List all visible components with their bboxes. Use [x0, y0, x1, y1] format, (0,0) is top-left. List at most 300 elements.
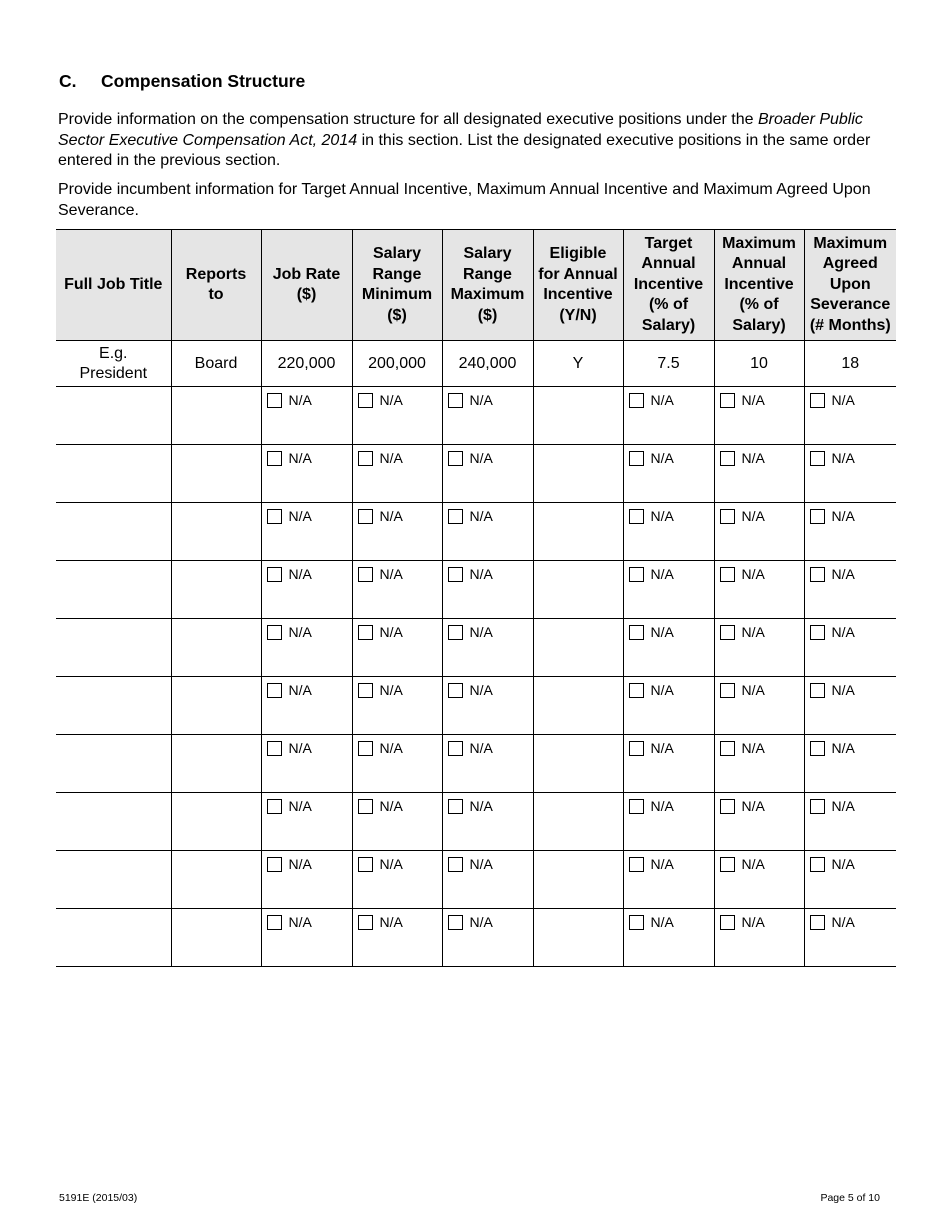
na-option[interactable]: [715, 387, 804, 408]
entry-cell[interactable]: [533, 503, 623, 561]
na-checkbox[interactable]: [358, 915, 373, 930]
na-checkbox[interactable]: [810, 683, 825, 698]
example-cell: 18: [804, 341, 896, 387]
na-cell: [804, 793, 896, 851]
header-line: Maximum: [813, 234, 888, 252]
entry-cell[interactable]: [56, 561, 171, 619]
na-label: N/A: [831, 740, 855, 756]
na-cell: [623, 619, 714, 677]
na-label: N/A: [831, 566, 855, 582]
na-checkbox[interactable]: [267, 799, 282, 814]
entry-cell[interactable]: [171, 677, 261, 735]
na-label: N/A: [650, 624, 674, 640]
na-cell: [261, 735, 352, 793]
na-label: N/A: [288, 624, 312, 640]
na-option[interactable]: [805, 793, 897, 814]
na-checkbox[interactable]: [358, 567, 373, 582]
na-cell: [261, 503, 352, 561]
entry-cell[interactable]: [533, 851, 623, 909]
na-cell: [714, 503, 804, 561]
na-cell: [623, 793, 714, 851]
na-cell: [261, 677, 352, 735]
na-cell: [352, 851, 442, 909]
na-option[interactable]: [805, 445, 897, 466]
na-checkbox[interactable]: [448, 741, 463, 756]
example-cell: 220,000: [261, 341, 352, 387]
na-checkbox[interactable]: [448, 857, 463, 872]
na-checkbox[interactable]: [267, 741, 282, 756]
na-cell: [352, 561, 442, 619]
na-option[interactable]: [262, 445, 352, 466]
entry-cell[interactable]: [56, 909, 171, 967]
na-option[interactable]: [805, 851, 897, 872]
na-cell: [261, 387, 352, 445]
table-row: [56, 909, 896, 967]
header-line: Range: [463, 265, 512, 283]
na-label: N/A: [650, 798, 674, 814]
na-label: N/A: [379, 624, 403, 640]
na-option[interactable]: [353, 735, 442, 756]
na-checkbox[interactable]: [267, 451, 282, 466]
header-maximum-annual-incentive: [714, 230, 804, 341]
na-option[interactable]: [443, 445, 533, 466]
na-checkbox[interactable]: [267, 683, 282, 698]
na-option[interactable]: [805, 503, 897, 524]
na-option[interactable]: [624, 619, 714, 640]
entry-cell[interactable]: [171, 445, 261, 503]
na-cell: [442, 503, 533, 561]
na-label: N/A: [469, 508, 493, 524]
na-option[interactable]: [443, 851, 533, 872]
na-option[interactable]: [805, 677, 897, 698]
na-label: N/A: [379, 508, 403, 524]
na-label: N/A: [650, 914, 674, 930]
na-checkbox[interactable]: [810, 451, 825, 466]
entry-cell[interactable]: [171, 503, 261, 561]
entry-cell[interactable]: [56, 735, 171, 793]
header-line: Annual: [731, 255, 787, 273]
na-cell: [261, 619, 352, 677]
header-line: Minimum: [361, 286, 433, 303]
na-option[interactable]: [353, 387, 442, 408]
na-checkbox[interactable]: [720, 509, 735, 524]
na-cell: [714, 387, 804, 445]
na-option[interactable]: [262, 735, 352, 756]
na-option[interactable]: [353, 851, 442, 872]
na-cell: [442, 851, 533, 909]
na-option[interactable]: [805, 387, 897, 408]
na-checkbox[interactable]: [810, 509, 825, 524]
example-cell: 10: [714, 341, 804, 387]
header-line: Incentive: [633, 275, 704, 293]
na-label: N/A: [469, 740, 493, 756]
na-checkbox[interactable]: [358, 625, 373, 640]
na-checkbox[interactable]: [448, 393, 463, 408]
na-checkbox[interactable]: [720, 741, 735, 756]
na-option[interactable]: [353, 445, 442, 466]
na-cell: [804, 735, 896, 793]
na-checkbox[interactable]: [720, 451, 735, 466]
na-checkbox[interactable]: [720, 857, 735, 872]
na-label: N/A: [288, 682, 312, 698]
na-checkbox[interactable]: [267, 393, 282, 408]
na-checkbox[interactable]: [810, 741, 825, 756]
na-checkbox[interactable]: [720, 799, 735, 814]
na-label: N/A: [288, 566, 312, 582]
na-cell: [804, 561, 896, 619]
na-option[interactable]: [715, 909, 804, 930]
entry-cell[interactable]: [533, 909, 623, 967]
na-checkbox[interactable]: [629, 857, 644, 872]
header-line: for Annual: [538, 265, 618, 283]
na-label: N/A: [469, 566, 493, 582]
header-line: Severance: [810, 296, 891, 314]
na-checkbox[interactable]: [810, 915, 825, 930]
na-cell: [442, 793, 533, 851]
entry-cell[interactable]: [533, 677, 623, 735]
na-cell: [804, 909, 896, 967]
na-label: N/A: [650, 392, 674, 408]
na-label: N/A: [650, 682, 674, 698]
table-row: [56, 387, 896, 445]
na-option[interactable]: [624, 503, 714, 524]
na-label: N/A: [379, 740, 403, 756]
na-checkbox[interactable]: [267, 857, 282, 872]
table-row: [56, 445, 896, 503]
na-checkbox[interactable]: [810, 625, 825, 640]
na-label: N/A: [469, 798, 493, 814]
header-line: Maximum: [722, 234, 796, 252]
na-checkbox[interactable]: [629, 741, 644, 756]
header-line: ($): [387, 306, 407, 324]
example-cell: E.g. President: [56, 341, 171, 387]
na-checkbox[interactable]: [720, 625, 735, 640]
na-checkbox[interactable]: [267, 915, 282, 930]
na-option[interactable]: [443, 793, 533, 814]
entry-cell[interactable]: [56, 503, 171, 561]
na-option[interactable]: [262, 387, 352, 408]
na-option[interactable]: [262, 561, 352, 582]
na-checkbox[interactable]: [448, 509, 463, 524]
na-label: N/A: [650, 508, 674, 524]
na-checkbox[interactable]: [720, 393, 735, 408]
na-option[interactable]: [443, 561, 533, 582]
na-checkbox[interactable]: [810, 567, 825, 582]
na-option[interactable]: [805, 561, 897, 582]
header-eligible-annual-incentive: [533, 230, 623, 341]
na-label: N/A: [379, 798, 403, 814]
na-cell: [261, 445, 352, 503]
na-cell: [442, 735, 533, 793]
na-option[interactable]: [262, 909, 352, 930]
na-checkbox[interactable]: [358, 683, 373, 698]
table-row: [56, 561, 896, 619]
na-label: N/A: [650, 740, 674, 756]
header-line: Maximum: [450, 286, 525, 303]
na-checkbox[interactable]: [629, 451, 644, 466]
header-line: Incentive: [543, 286, 613, 303]
na-checkbox[interactable]: [629, 683, 644, 698]
na-checkbox[interactable]: [448, 567, 463, 582]
na-option[interactable]: [353, 503, 442, 524]
na-checkbox[interactable]: [629, 393, 644, 408]
na-cell: [352, 503, 442, 561]
entry-cell[interactable]: [171, 735, 261, 793]
na-option[interactable]: [624, 793, 714, 814]
na-cell: [623, 909, 714, 967]
header-line: Eligible: [549, 245, 607, 262]
na-checkbox[interactable]: [358, 857, 373, 872]
na-label: N/A: [469, 392, 493, 408]
entry-cell[interactable]: [171, 851, 261, 909]
table-row: [56, 851, 896, 909]
header-target-annual-incentive: [623, 230, 714, 341]
na-cell: [804, 503, 896, 561]
na-option[interactable]: [715, 619, 804, 640]
na-option[interactable]: [262, 677, 352, 698]
na-option[interactable]: [624, 387, 714, 408]
na-label: N/A: [741, 624, 765, 640]
na-label: N/A: [741, 740, 765, 756]
na-cell: [442, 561, 533, 619]
na-option[interactable]: [262, 503, 352, 524]
na-option[interactable]: [805, 909, 897, 930]
na-option[interactable]: [715, 445, 804, 466]
example-cell: 7.5: [623, 341, 714, 387]
header-line: Job Rate: [272, 265, 341, 283]
na-cell: [442, 677, 533, 735]
entry-cell[interactable]: [56, 445, 171, 503]
na-checkbox[interactable]: [448, 915, 463, 930]
header-reports-to: [171, 230, 261, 341]
na-label: N/A: [469, 624, 493, 640]
header-salary-range-maximum: [442, 230, 533, 341]
na-label: N/A: [741, 392, 765, 408]
na-option[interactable]: [624, 909, 714, 930]
na-cell: [623, 445, 714, 503]
na-option[interactable]: [715, 677, 804, 698]
page-number: Page 5 of 10: [820, 1192, 880, 1204]
entry-cell[interactable]: [56, 387, 171, 445]
entry-cell[interactable]: [171, 793, 261, 851]
na-checkbox[interactable]: [629, 799, 644, 814]
na-cell: [623, 387, 714, 445]
entry-cell[interactable]: [533, 387, 623, 445]
na-checkbox[interactable]: [629, 567, 644, 582]
header-line: (Y/N): [559, 306, 597, 324]
example-row: [56, 341, 896, 387]
header-line: Range: [372, 265, 422, 283]
entry-cell[interactable]: [56, 677, 171, 735]
na-label: N/A: [831, 392, 855, 408]
na-checkbox[interactable]: [810, 799, 825, 814]
na-option[interactable]: [715, 503, 804, 524]
na-checkbox[interactable]: [448, 451, 463, 466]
na-label: N/A: [831, 914, 855, 930]
na-cell: [804, 387, 896, 445]
header-line: (% of: [648, 296, 689, 314]
entry-cell[interactable]: [171, 387, 261, 445]
entry-cell[interactable]: [171, 561, 261, 619]
na-checkbox[interactable]: [358, 509, 373, 524]
na-option[interactable]: [805, 619, 897, 640]
na-option[interactable]: [715, 735, 804, 756]
na-checkbox[interactable]: [629, 915, 644, 930]
na-option[interactable]: [353, 561, 442, 582]
na-checkbox[interactable]: [267, 625, 282, 640]
na-checkbox[interactable]: [629, 509, 644, 524]
header-job-rate: [261, 230, 352, 341]
na-option[interactable]: [624, 445, 714, 466]
na-cell: [804, 619, 896, 677]
na-option[interactable]: [353, 619, 442, 640]
na-cell: [352, 619, 442, 677]
header-line: Incentive: [724, 275, 794, 293]
header-maximum-agreed-upon-severance: [804, 230, 896, 341]
na-checkbox[interactable]: [358, 393, 373, 408]
section-heading: [59, 71, 305, 92]
entry-cell[interactable]: [171, 909, 261, 967]
na-cell: [442, 387, 533, 445]
na-cell: [352, 793, 442, 851]
na-cell: [352, 445, 442, 503]
na-checkbox[interactable]: [810, 393, 825, 408]
na-option[interactable]: [715, 851, 804, 872]
na-option[interactable]: [262, 851, 352, 872]
na-cell: [261, 793, 352, 851]
table-row: [56, 503, 896, 561]
na-cell: [352, 387, 442, 445]
na-cell: [442, 619, 533, 677]
na-option[interactable]: [262, 619, 352, 640]
na-label: N/A: [741, 566, 765, 582]
na-checkbox[interactable]: [448, 799, 463, 814]
na-checkbox[interactable]: [358, 799, 373, 814]
na-option[interactable]: [443, 735, 533, 756]
na-option[interactable]: [443, 619, 533, 640]
na-label: N/A: [650, 450, 674, 466]
na-label: N/A: [741, 914, 765, 930]
na-label: N/A: [469, 914, 493, 930]
na-cell: [352, 735, 442, 793]
na-option[interactable]: [715, 561, 804, 582]
na-cell: [261, 851, 352, 909]
na-cell: [261, 561, 352, 619]
entry-cell[interactable]: [56, 619, 171, 677]
na-option[interactable]: [262, 793, 352, 814]
na-option[interactable]: [353, 677, 442, 698]
na-option[interactable]: [353, 909, 442, 930]
header-line: Salary): [641, 316, 696, 334]
na-checkbox[interactable]: [448, 625, 463, 640]
na-cell: [352, 909, 442, 967]
entry-cell[interactable]: [533, 735, 623, 793]
na-label: N/A: [741, 682, 765, 698]
na-checkbox[interactable]: [358, 741, 373, 756]
table-row: [56, 793, 896, 851]
table-row: [56, 677, 896, 735]
na-cell: [623, 735, 714, 793]
na-label: N/A: [379, 566, 403, 582]
na-cell: [714, 619, 804, 677]
intro-text-2: in this section. List the designated executive positions in the same order entered in the previous section.: [58, 131, 871, 169]
header-line: (% of: [739, 296, 779, 314]
na-checkbox[interactable]: [267, 509, 282, 524]
na-label: N/A: [288, 740, 312, 756]
na-option[interactable]: [353, 793, 442, 814]
na-label: N/A: [288, 450, 312, 466]
na-checkbox[interactable]: [448, 683, 463, 698]
na-label: N/A: [741, 508, 765, 524]
na-option[interactable]: [624, 561, 714, 582]
na-option[interactable]: [624, 677, 714, 698]
na-cell: [623, 851, 714, 909]
na-cell: [714, 735, 804, 793]
section-title: Compensation Structure: [101, 71, 306, 91]
na-label: N/A: [288, 856, 312, 872]
intro-text-1: Provide information on the compensation structure for all designated executive positions under the: [58, 111, 758, 128]
na-cell: [714, 851, 804, 909]
na-label: N/A: [741, 450, 765, 466]
na-cell: [623, 561, 714, 619]
entry-cell[interactable]: [56, 851, 171, 909]
na-checkbox[interactable]: [720, 915, 735, 930]
na-option[interactable]: [715, 793, 804, 814]
na-cell: [714, 445, 804, 503]
na-checkbox[interactable]: [720, 683, 735, 698]
example-cell: 240,000: [442, 341, 533, 387]
na-checkbox[interactable]: [810, 857, 825, 872]
na-checkbox[interactable]: [267, 567, 282, 582]
na-label: N/A: [831, 798, 855, 814]
na-option[interactable]: [443, 909, 533, 930]
na-label: N/A: [379, 450, 403, 466]
header-line: Full Job Title: [64, 275, 163, 293]
na-cell: [261, 909, 352, 967]
header-line: to: [208, 286, 224, 303]
na-label: N/A: [288, 798, 312, 814]
entry-cell[interactable]: [171, 619, 261, 677]
na-label: N/A: [650, 856, 674, 872]
example-cell: 200,000: [352, 341, 442, 387]
na-cell: [804, 677, 896, 735]
entry-cell[interactable]: [533, 619, 623, 677]
na-label: N/A: [831, 450, 855, 466]
na-label: N/A: [831, 508, 855, 524]
na-label: N/A: [379, 914, 403, 930]
na-option[interactable]: [443, 387, 533, 408]
na-checkbox[interactable]: [629, 625, 644, 640]
na-label: N/A: [741, 798, 765, 814]
entry-cell[interactable]: [533, 561, 623, 619]
na-option[interactable]: [624, 735, 714, 756]
na-option[interactable]: [443, 677, 533, 698]
na-checkbox[interactable]: [358, 451, 373, 466]
intro-paragraph: [58, 110, 898, 172]
na-label: N/A: [469, 856, 493, 872]
na-cell: [442, 909, 533, 967]
entry-cell[interactable]: [533, 793, 623, 851]
na-option[interactable]: [443, 503, 533, 524]
na-checkbox[interactable]: [720, 567, 735, 582]
na-option[interactable]: [624, 851, 714, 872]
na-option[interactable]: [805, 735, 897, 756]
header-line: ($): [477, 306, 498, 324]
instruction-paragraph: Provide incumbent information for Target Annual Incentive, Maximum Annual Incentive and Maximum Agreed Upon Severance.: [58, 181, 871, 219]
na-label: N/A: [831, 624, 855, 640]
entry-cell[interactable]: [533, 445, 623, 503]
entry-cell[interactable]: [56, 793, 171, 851]
